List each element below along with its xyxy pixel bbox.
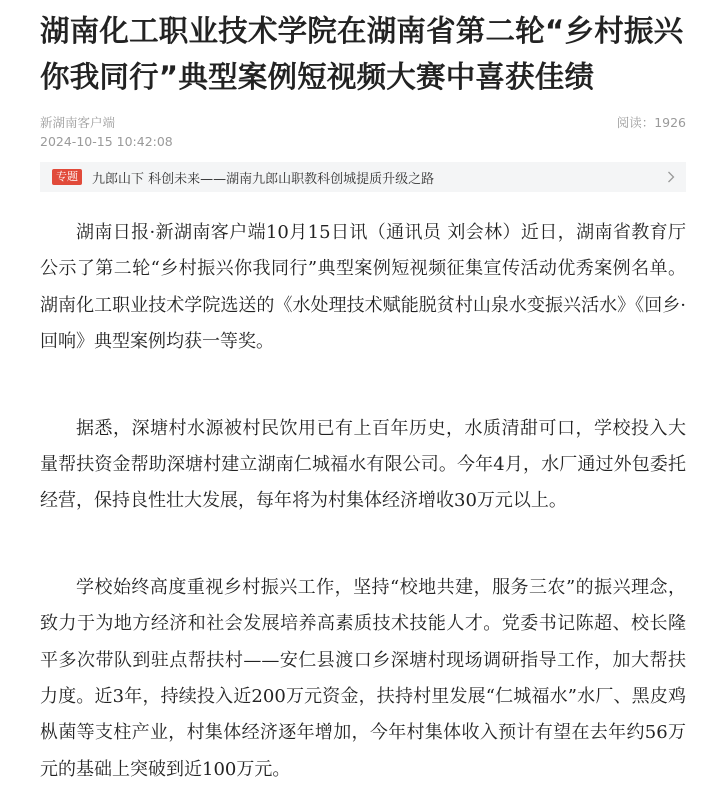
article-meta bbox=[40, 113, 686, 151]
article-body bbox=[40, 215, 686, 788]
article-timestamp: 2024-10-15 10:42:08 bbox=[40, 134, 173, 149]
article-paragraph: 湖南日报·新湖南客户端10月15日讯（通讯员 刘会林）近日，湖南省教育厅公示了第二轮“乡村振兴你我同行”典型案例短视频征集宣传活动优秀案例名单。湖南化工职业技术学院选送的《水处理技术赋能脱贫村山泉水变振兴活水》《回乡·回响》典型案例均获一等奖。 bbox=[40, 222, 686, 353]
read-count: 阅读：1926 bbox=[616, 115, 686, 130]
article-source[interactable]: 新湖南客户端 bbox=[40, 115, 116, 130]
chevron-right-icon[interactable] bbox=[666, 170, 676, 184]
article-paragraph: 学校始终高度重视乡村振兴工作，坚持“校地共建，服务三农”的振兴理念，致力于为地方经济和社会发展培养高素质技术技能人才。党委书记陈超、校长隆平多次带队到驻点帮扶村——安仁县渡口乡深塘村现场调研指导工作，加大帮扶力度。近3年，持续投入近200万元资金，扶持村里发展“仁城福水”水厂、黑皮鸡枞菌等支柱产业，村集体经济逐年增加，今年村集体收入预计有望在去年约56万元的基础上突破到近100万元。 bbox=[40, 576, 686, 780]
topic-banner[interactable] bbox=[40, 162, 686, 192]
topic-badge: 专题 bbox=[52, 169, 82, 185]
topic-link-text[interactable]: 九郎山下 科创未来——湖南九郎山职教科创城提质升级之路 bbox=[92, 171, 435, 187]
article-paragraph: 据悉，深塘村水源被村民饮用已有上百年历史，水质清甜可口，学校投入大量帮扶资金帮助深塘村建立湖南仁城福水有限公司。今年4月，水厂通过外包委托经营，保持良性壮大发展，每年将为村集体经济增收30万元以上。 bbox=[40, 417, 686, 512]
article-title: 湖南化工职业技术学院在湖南省第二轮“乡村振兴你我同行”典型案例短视频大赛中喜获佳绩 bbox=[40, 14, 684, 94]
